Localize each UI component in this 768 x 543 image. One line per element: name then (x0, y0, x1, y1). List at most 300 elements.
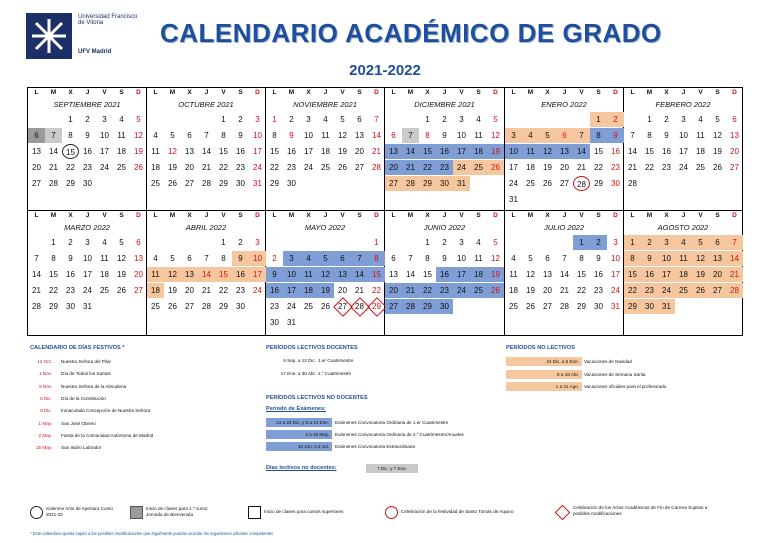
day-cell (590, 267, 607, 282)
day-cell (300, 299, 317, 314)
day-cell (198, 128, 215, 143)
day-cell (215, 299, 232, 314)
day-cell (641, 160, 658, 175)
day-number: 14 (202, 270, 211, 279)
day-cell (283, 160, 300, 175)
month-10 (385, 211, 505, 335)
weekday-header (385, 89, 504, 97)
day-cell (198, 267, 215, 282)
day-number: 8 (425, 254, 430, 263)
day-cell (232, 235, 249, 250)
no-lectivo-text: Vacaciones oficiales para el profesorado (584, 384, 667, 389)
weekday-label: L (511, 212, 516, 219)
day-cell (726, 160, 743, 175)
day-number: 8 (425, 131, 430, 140)
day-number: 13 (389, 270, 398, 279)
day-cell (96, 283, 113, 298)
day-number: 19 (338, 147, 347, 156)
day-cell (334, 144, 351, 159)
day-number: 26 (321, 302, 330, 311)
day-number: 23 (440, 163, 449, 172)
day-cell (249, 112, 266, 127)
day-cell (351, 267, 368, 282)
day-number: 1 (579, 238, 584, 247)
day-number: 21 (406, 163, 415, 172)
day-number: 23 (66, 286, 75, 295)
day-number: 15 (594, 147, 603, 156)
day-number: 10 (304, 131, 313, 140)
legend-santo-tomas: Celebración de la festividad de Santo Tomás de Aquino (401, 509, 514, 514)
weekday-label: V (102, 212, 107, 219)
day-number: 15 (577, 270, 586, 279)
day-number: 17 (509, 163, 518, 172)
day-number: 12 (526, 270, 535, 279)
day-cell (709, 112, 726, 127)
day-cell (45, 160, 62, 175)
calendar-grid (27, 87, 743, 336)
weekday-header (147, 89, 265, 97)
day-number: 3 (511, 131, 516, 140)
day-number: 14 (355, 270, 364, 279)
day-number: 22 (645, 163, 654, 172)
month-2 (147, 88, 266, 211)
day-cell (692, 251, 709, 266)
day-cell (28, 283, 45, 298)
day-number: 29 (49, 302, 58, 311)
day-number: 29 (66, 179, 75, 188)
day-cell (675, 112, 692, 127)
day-cell (215, 144, 232, 159)
weekday-label: M (646, 212, 653, 219)
month-name: JUNIO 2022 (423, 223, 466, 232)
day-number: 21 (406, 286, 415, 295)
day-number: 25 (696, 163, 705, 172)
day-number: 26 (526, 302, 535, 311)
weekday-label: D (493, 212, 498, 219)
weekday-label: M (169, 89, 176, 96)
day-number: 15 (270, 147, 279, 156)
day-cell (675, 235, 692, 250)
day-number: 13 (355, 131, 364, 140)
month-name: ABRIL 2022 (185, 223, 227, 232)
day-cell (45, 235, 62, 250)
docente-text: 1.er Cuatrimestre (318, 358, 354, 363)
day-cell (470, 267, 487, 282)
day-number: 2 (613, 115, 618, 124)
day-cell (164, 267, 181, 282)
day-number: 24 (611, 286, 620, 295)
weekday-header (147, 212, 265, 220)
legend-red-diamond-icon (555, 505, 571, 521)
day-cell (624, 128, 641, 143)
day-number: 27 (389, 302, 398, 311)
day-cell (249, 160, 266, 175)
weekday-label: S (238, 89, 243, 96)
day-number: 25 (474, 163, 483, 172)
day-cell (317, 144, 334, 159)
weekday-label: J (562, 89, 567, 96)
day-cell (232, 128, 249, 143)
day-cell (266, 160, 283, 175)
day-cell (62, 267, 79, 282)
day-cell (487, 112, 504, 127)
day-cell (573, 176, 590, 191)
day-number: 27 (560, 179, 569, 188)
day-cell (283, 176, 300, 191)
day-number: 2 (272, 254, 277, 263)
weekday-label: J (204, 212, 209, 219)
weekday-label: M (288, 212, 295, 219)
day-number: 10 (253, 254, 262, 263)
festivo-date: 15 May. (36, 445, 52, 451)
day-cell (147, 251, 164, 266)
day-number: 1 (596, 115, 601, 124)
day-cell (368, 235, 385, 250)
festivo-text: Nuestra Señora del Pilar (61, 359, 112, 364)
day-cell (28, 176, 45, 191)
day-cell (181, 267, 198, 282)
day-cell (198, 176, 215, 191)
day-cell (522, 160, 539, 175)
day-number: 4 (681, 238, 686, 247)
weekday-label: S (715, 89, 720, 96)
day-cell (130, 267, 147, 282)
legend-fin-carrera: Celebración de los Actos Académicos de Fin de Carrera Sujetos a posibles modificaciones (573, 505, 708, 516)
day-number: 1 (647, 115, 652, 124)
day-cell (624, 235, 641, 250)
day-cell (249, 283, 266, 298)
day-cell (283, 283, 300, 298)
day-number: 5 (119, 238, 124, 247)
day-number: 4 (306, 254, 311, 263)
day-number: 11 (474, 131, 483, 140)
day-number: 5 (340, 115, 345, 124)
weekday-header (505, 212, 623, 220)
day-cell (317, 299, 334, 314)
day-cell (419, 235, 436, 250)
day-number: 20 (134, 270, 143, 279)
ufv-logo (26, 13, 144, 63)
day-cell (385, 299, 402, 314)
day-number: 9 (664, 131, 669, 140)
day-number: 23 (645, 286, 654, 295)
weekday-label: X (664, 89, 669, 96)
docente-date: 17 Ene. a 30 Abr. (280, 371, 316, 376)
festivo-date: 1 Nov. (39, 371, 52, 377)
day-number: 11 (474, 254, 483, 263)
day-cell (607, 267, 624, 282)
day-cell (368, 112, 385, 127)
day-cell (624, 283, 641, 298)
day-number: 27 (730, 163, 739, 172)
month-name: FEBRERO 2022 (655, 100, 711, 109)
day-cell (419, 160, 436, 175)
day-number: 3 (613, 238, 618, 247)
weekday-label: S (715, 212, 720, 219)
day-number: 12 (321, 270, 330, 279)
day-cell (505, 144, 522, 159)
day-cell (232, 144, 249, 159)
weekday-label: L (153, 89, 158, 96)
day-number: 22 (423, 163, 432, 172)
day-number: 24 (509, 179, 518, 188)
day-cell (164, 128, 181, 143)
day-number: 14 (49, 147, 58, 156)
day-cell (522, 299, 539, 314)
day-cell (573, 299, 590, 314)
day-number: 24 (253, 286, 262, 295)
day-cell (658, 112, 675, 127)
day-number: 16 (236, 147, 245, 156)
no-docentes-heading: PERÍODOS LECTIVOS NO DOCENTES (266, 395, 368, 401)
day-number: 30 (83, 179, 92, 188)
day-number: 26 (134, 163, 143, 172)
day-number: 20 (185, 163, 194, 172)
day-cell (198, 283, 215, 298)
day-cell (470, 144, 487, 159)
weekday-label: L (153, 212, 158, 219)
day-cell (556, 299, 573, 314)
day-number: 17 (457, 270, 466, 279)
day-cell (419, 128, 436, 143)
day-number: 3 (289, 254, 294, 263)
day-number: 11 (304, 270, 313, 279)
day-cell (505, 176, 522, 191)
day-number: 5 (698, 238, 703, 247)
day-cell (624, 267, 641, 282)
day-number: 9 (613, 131, 618, 140)
day-cell (79, 235, 96, 250)
day-cell (181, 283, 198, 298)
weekday-label: S (119, 89, 124, 96)
day-cell (453, 251, 470, 266)
day-number: 11 (526, 147, 535, 156)
day-cell (249, 251, 266, 266)
weekday-label: X (545, 212, 550, 219)
day-number: 19 (491, 147, 500, 156)
day-number: 1 (68, 115, 73, 124)
day-cell (726, 112, 743, 127)
day-cell (181, 160, 198, 175)
day-number: 28 (406, 179, 415, 188)
day-cell (692, 160, 709, 175)
day-number: 1 (51, 238, 56, 247)
day-cell (641, 128, 658, 143)
day-cell (590, 176, 607, 191)
day-number: 18 (100, 270, 109, 279)
day-cell (215, 235, 232, 250)
day-cell (726, 235, 743, 250)
day-cell (505, 192, 522, 207)
weekday-label: J (85, 89, 90, 96)
day-number: 21 (372, 147, 381, 156)
day-cell (573, 235, 590, 250)
day-cell (130, 112, 147, 127)
day-number: 10 (457, 131, 466, 140)
day-cell (487, 128, 504, 143)
weekday-header (28, 212, 146, 220)
day-cell (539, 283, 556, 298)
day-cell (522, 144, 539, 159)
day-number: 10 (611, 254, 620, 263)
day-number: 2 (647, 238, 652, 247)
day-number: 3 (459, 115, 464, 124)
day-number: 11 (151, 270, 160, 279)
day-number: 10 (679, 131, 688, 140)
day-number: 23 (270, 302, 279, 311)
day-number: 28 (406, 302, 415, 311)
month-name: NOVIEMBRE 2021 (293, 100, 357, 109)
day-cell (675, 251, 692, 266)
weekday-header (266, 89, 384, 97)
day-cell (283, 251, 300, 266)
day-number: 30 (440, 179, 449, 188)
day-cell (419, 283, 436, 298)
day-cell (368, 251, 385, 266)
day-cell (351, 112, 368, 127)
day-number: 14 (560, 270, 569, 279)
day-number: 14 (202, 147, 211, 156)
day-cell (147, 128, 164, 143)
weekday-label: V (459, 89, 464, 96)
day-cell (28, 128, 45, 143)
day-number: 12 (713, 131, 722, 140)
day-cell (658, 251, 675, 266)
day-number: 26 (168, 302, 177, 311)
day-cell (266, 128, 283, 143)
weekday-label: X (187, 212, 192, 219)
day-cell (232, 176, 249, 191)
examen-date: 3 a 19 May. (266, 430, 332, 439)
day-number: 22 (219, 163, 228, 172)
day-cell (709, 251, 726, 266)
day-number: 5 (136, 115, 141, 124)
day-cell (79, 160, 96, 175)
day-number: 31 (662, 302, 671, 311)
festivo-date: 9 Nov. (39, 383, 52, 389)
day-number: 4 (511, 254, 516, 263)
day-number: 23 (440, 286, 449, 295)
weekday-label: V (459, 212, 464, 219)
weekday-label: S (476, 89, 481, 96)
day-cell (198, 251, 215, 266)
day-cell (470, 235, 487, 250)
no-lectivo-text: Vacaciones de Navidad (584, 359, 632, 364)
weekday-label: V (102, 89, 107, 96)
weekday-label: D (732, 89, 737, 96)
day-cell (658, 299, 675, 314)
day-cell (266, 112, 283, 127)
day-number: 10 (83, 254, 92, 263)
day-cell (556, 283, 573, 298)
festivo-date: 6 Dic. (40, 395, 52, 401)
day-number: 21 (32, 286, 41, 295)
day-number: 6 (187, 254, 192, 263)
day-number: 11 (679, 254, 688, 263)
day-number: 16 (440, 147, 449, 156)
day-cell (300, 267, 317, 282)
day-number: 5 (170, 131, 175, 140)
day-number: 12 (168, 147, 177, 156)
day-number: 21 (202, 163, 211, 172)
day-number: 19 (321, 286, 330, 295)
day-number: 1 (221, 238, 226, 247)
day-cell (300, 112, 317, 127)
month-name: AGOSTO 2022 (657, 223, 709, 232)
day-number: 13 (185, 147, 194, 156)
day-cell (164, 299, 181, 314)
day-cell (607, 299, 624, 314)
day-number: 29 (577, 302, 586, 311)
day-number: 30 (594, 302, 603, 311)
day-cell (283, 144, 300, 159)
day-cell (79, 112, 96, 127)
weekday-label: S (238, 212, 243, 219)
day-number: 8 (272, 131, 277, 140)
day-cell (198, 160, 215, 175)
day-cell (675, 160, 692, 175)
day-number: 3 (681, 115, 686, 124)
day-number: 10 (457, 254, 466, 263)
day-number: 12 (491, 131, 500, 140)
day-cell (45, 251, 62, 266)
day-cell (79, 176, 96, 191)
day-number: 16 (645, 270, 654, 279)
day-cell (215, 267, 232, 282)
day-cell (436, 283, 453, 298)
day-number: 5 (545, 131, 550, 140)
weekday-header (28, 89, 146, 97)
day-number: 18 (696, 147, 705, 156)
day-cell (334, 267, 351, 282)
day-cell (436, 144, 453, 159)
weekday-label: D (374, 89, 379, 96)
day-cell (505, 128, 522, 143)
day-number: 16 (66, 270, 75, 279)
day-number: 9 (596, 254, 601, 263)
weekday-label: S (476, 212, 481, 219)
day-cell (283, 112, 300, 127)
day-number: 5 (170, 254, 175, 263)
day-cell (453, 176, 470, 191)
day-number: 28 (355, 302, 364, 311)
day-number: 14 (730, 254, 739, 263)
day-cell (181, 299, 198, 314)
month-9 (266, 211, 385, 335)
day-number: 11 (100, 254, 109, 263)
day-number: 18 (304, 286, 313, 295)
day-number: 12 (134, 131, 143, 140)
weekday-label: X (68, 89, 73, 96)
day-cell (607, 176, 624, 191)
month-name: MAYO 2022 (304, 223, 346, 232)
day-number: 6 (732, 115, 737, 124)
day-cell (607, 144, 624, 159)
day-number: 6 (357, 115, 362, 124)
day-cell (283, 315, 300, 330)
day-cell (232, 112, 249, 127)
month-name: OCTUBRE 2021 (178, 100, 234, 109)
day-number: 21 (577, 163, 586, 172)
day-number: 10 (287, 270, 296, 279)
day-cell (658, 283, 675, 298)
day-number: 15 (628, 270, 637, 279)
day-number: 13 (185, 270, 194, 279)
day-number: 24 (662, 286, 671, 295)
day-cell (402, 176, 419, 191)
day-number: 2 (442, 238, 447, 247)
day-number: 16 (236, 270, 245, 279)
